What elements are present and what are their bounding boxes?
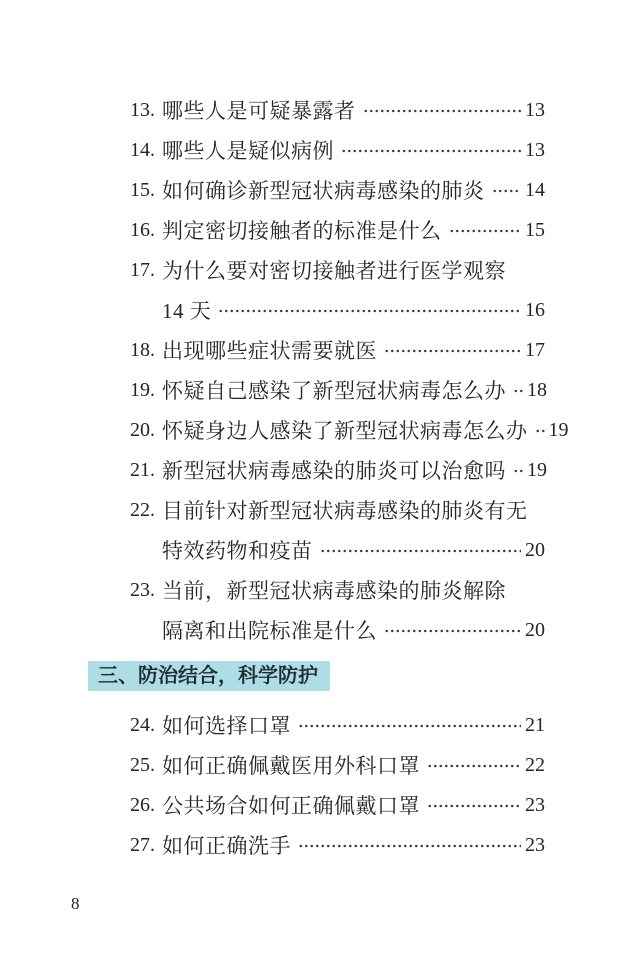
toc-item-title: 特效药物和疫苗 [162,539,313,563]
toc-item-title: 为什么要对密切接触者进行医学观察 [162,259,506,283]
toc-item-line [130,610,545,650]
toc-item-line [130,570,545,610]
toc-item-title: 公共场合如何正确佩戴口罩 [162,794,420,818]
toc-item-page: 15 [525,218,545,241]
toc-item-line [130,90,545,130]
toc-item-page: 18 [527,378,547,401]
toc-item-line [130,410,569,450]
toc-item-number: 27. [130,833,155,856]
toc-item-line [130,370,545,410]
toc-item-line [130,130,545,170]
toc-item-page: 21 [525,713,545,736]
toc-item-number: 13. [130,98,155,121]
dot-leader [341,147,521,155]
toc-item-page: 16 [525,298,545,321]
toc-item-page: 14 [525,178,545,201]
toc-item-number: 18. [130,338,155,361]
toc-item-title: 如何确诊新型冠状病毒感染的肺炎 [162,179,485,203]
toc-item-title: 判定密切接触者的标准是什么 [162,219,442,243]
toc-item-number: 21. [130,458,155,481]
toc-item-page: 13 [525,98,545,121]
page-number: 8 [71,894,80,913]
toc-item-title: 怀疑身边人感染了新型冠状病毒怎么办 [162,419,528,443]
toc-item-title: 目前针对新型冠状病毒感染的肺炎有无 [162,499,528,523]
dot-leader [320,547,522,555]
toc-item-title: 如何选择口罩 [162,714,291,738]
toc-item-page: 22 [525,753,545,776]
section-header-label: 三、防治结合，科学防护 [88,661,330,691]
toc-item-line [130,785,545,825]
toc-item-line [130,210,545,250]
toc-item-page: 13 [525,138,545,161]
toc-item-line [130,450,545,490]
toc-item-title: 出现哪些症状需要就医 [162,339,377,363]
toc-item-line [130,705,545,745]
toc-item-title: 如何正确洗手 [162,834,291,858]
toc-item-number: 20. [130,418,155,441]
toc-item-number: 24. [130,713,155,736]
toc-item-title: 哪些人是可疑暴露者 [162,99,356,123]
toc-item-number: 23. [130,578,155,601]
toc-item-page: 19 [527,458,547,481]
dot-leader [384,627,521,635]
dot-leader [298,842,521,850]
dot-leader [427,762,521,770]
toc-item-number: 15. [130,178,155,201]
toc-item-number: 22. [130,498,155,521]
toc-item-title: 14 天 [162,299,212,323]
toc-item-title: 当前，新型冠状病毒感染的肺炎解除 [162,579,506,603]
toc-item-line [130,825,545,865]
toc-item-line [130,330,545,370]
toc-item-title: 新型冠状病毒感染的肺炎可以治愈吗 [162,459,506,483]
toc-item-number: 16. [130,218,155,241]
toc-item-number: 14. [130,138,155,161]
toc-item-number: 17. [130,258,155,281]
toc-item-line [130,490,545,530]
toc-item-title: 怀疑自己感染了新型冠状病毒怎么办 [162,379,506,403]
toc-item-line [130,170,545,210]
dot-leader [513,387,523,395]
dot-leader [427,802,521,810]
dot-leader [535,427,545,435]
dot-leader [492,187,522,195]
toc-item-line [130,290,545,330]
dot-leader [384,347,521,355]
dot-leader [218,307,521,315]
toc-item-page: 23 [525,833,545,856]
toc-item-title: 如何正确佩戴医用外科口罩 [162,754,420,778]
toc-item-page: 20 [525,538,545,561]
toc-item-line [130,250,545,290]
toc-list [98,90,569,865]
toc-item-page: 23 [525,793,545,816]
toc-item-page: 19 [548,418,569,441]
toc-item-page: 20 [525,618,545,641]
toc-item-page: 17 [525,338,545,361]
toc-item-number: 26. [130,793,155,816]
toc-item-number: 19. [130,378,155,401]
section-header [88,661,545,691]
dot-leader [298,722,521,730]
toc-item-line [130,530,545,570]
dot-leader [513,467,523,475]
toc-item-title: 哪些人是疑似病例 [162,139,334,163]
toc-item-title: 隔离和出院标准是什么 [162,619,377,643]
toc-item-number: 25. [130,753,155,776]
dot-leader [449,227,522,235]
toc-item-line [130,745,545,785]
dot-leader [363,107,522,115]
